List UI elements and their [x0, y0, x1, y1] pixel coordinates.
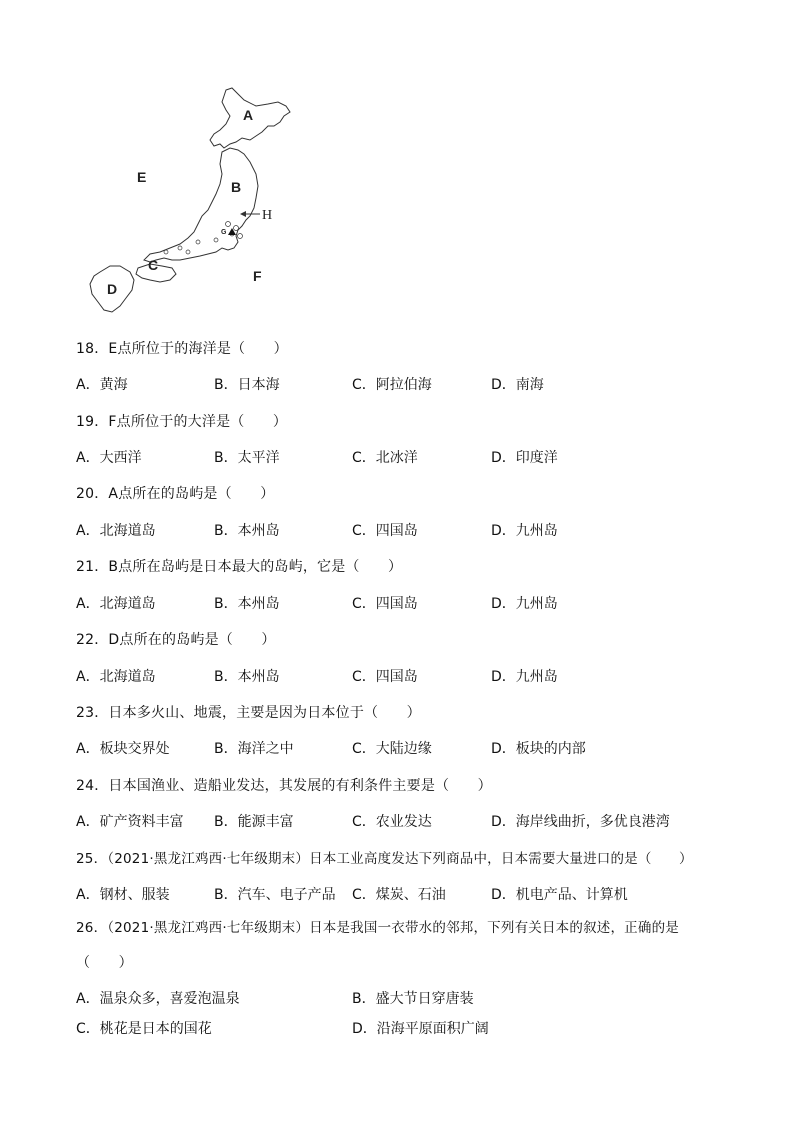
question-20-option-a[interactable]: A．北海道岛	[76, 523, 156, 539]
question-19-stem: 19．F点所位于的大洋是（ ）	[76, 414, 288, 430]
question-23-option-b[interactable]: B．海洋之中	[214, 741, 294, 757]
question-19-option-b[interactable]: B．太平洋	[214, 450, 280, 466]
question-25-option-d[interactable]: D．机电产品、计算机	[491, 887, 628, 903]
map-label-d: D	[107, 281, 118, 297]
question-20-option-b[interactable]: B．本州岛	[214, 523, 280, 539]
question-25-option-c[interactable]: C．煤炭、石油	[352, 887, 446, 903]
question-20-stem: 20．A点所在的岛屿是（ ）	[76, 486, 275, 502]
question-24-option-d[interactable]: D．海岸线曲折，多优良港湾	[491, 814, 670, 830]
question-21-stem: 21．B点所在岛屿是日本最大的岛屿，它是（ ）	[76, 559, 403, 575]
question-25-stem: 25．（2021·黑龙江鸡西·七年级期末）日本工业高度发达下列商品中，日本需要大量进口的是（ ）	[76, 851, 693, 867]
question-24-option-b[interactable]: B．能源丰富	[214, 814, 294, 830]
question-26-stem: 26．（2021·黑龙江鸡西·七年级期末）日本是我国一衣带水的邻邦，下列有关日本的叙述，正确的是	[76, 920, 679, 936]
question-23-option-a[interactable]: A．板块交界处	[76, 741, 170, 757]
question-24-stem: 24．日本国渔业、造船业发达，其发展的有利条件主要是（ ）	[76, 778, 492, 794]
question-20-option-c[interactable]: C．四国岛	[352, 523, 418, 539]
map-label-e: E	[137, 169, 147, 185]
question-19-option-d[interactable]: D．印度洋	[491, 450, 558, 466]
question-26-option-d[interactable]: D．沿海平原面积广阔	[352, 1021, 489, 1037]
map-label-g: G	[221, 229, 227, 236]
question-18-option-a[interactable]: A．黄海	[76, 377, 128, 393]
question-21-option-d[interactable]: D．九州岛	[491, 596, 558, 612]
question-25-option-a[interactable]: A．钢材、服装	[76, 887, 170, 903]
question-20-option-d[interactable]: D．九州岛	[491, 523, 558, 539]
question-26-option-a[interactable]: A．温泉众多，喜爱泡温泉	[76, 991, 240, 1007]
map-label-f: F	[253, 268, 262, 284]
question-18-option-b[interactable]: B．日本海	[214, 377, 280, 393]
question-22-option-b[interactable]: B．本州岛	[214, 669, 280, 685]
map-label-c: C	[148, 257, 159, 273]
question-24-option-a[interactable]: A．矿产资料丰富	[76, 814, 184, 830]
japan-map	[80, 82, 320, 322]
question-22-option-c[interactable]: C．四国岛	[352, 669, 418, 685]
question-24-option-c[interactable]: C．农业发达	[352, 814, 432, 830]
map-label-a: A	[243, 107, 254, 123]
question-21-option-c[interactable]: C．四国岛	[352, 596, 418, 612]
honshu-outline	[144, 148, 258, 262]
map-label-b: B	[231, 179, 242, 195]
question-18-stem: 18．E点所位于的海洋是（ ）	[76, 341, 288, 357]
question-19-option-a[interactable]: A．大西洋	[76, 450, 142, 466]
question-21-option-b[interactable]: B．本州岛	[214, 596, 280, 612]
question-26-option-b[interactable]: B．盛大节日穿唐装	[352, 991, 474, 1007]
question-18-option-c[interactable]: C．阿拉伯海	[352, 377, 432, 393]
question-22-option-d[interactable]: D．九州岛	[491, 669, 558, 685]
question-21-option-a[interactable]: A．北海道岛	[76, 596, 156, 612]
question-22-option-a[interactable]: A．北海道岛	[76, 669, 156, 685]
map-label-h: H	[262, 208, 273, 223]
question-23-stem: 23．日本多火山、地震，主要是因为日本位于（ ）	[76, 705, 421, 721]
question-18-option-d[interactable]: D．南海	[491, 377, 544, 393]
question-22-stem: 22．D点所在的岛屿是（ ）	[76, 632, 276, 648]
question-26-option-c[interactable]: C．桃花是日本的国花	[76, 1021, 212, 1037]
question-25-option-b[interactable]: B．汽车、电子产品	[214, 887, 336, 903]
question-19-option-c[interactable]: C．北冰洋	[352, 450, 418, 466]
question-26-stem-continued: （ ）	[76, 955, 133, 971]
question-23-option-d[interactable]: D．板块的内部	[491, 741, 586, 757]
question-23-option-c[interactable]: C．大陆边缘	[352, 741, 432, 757]
